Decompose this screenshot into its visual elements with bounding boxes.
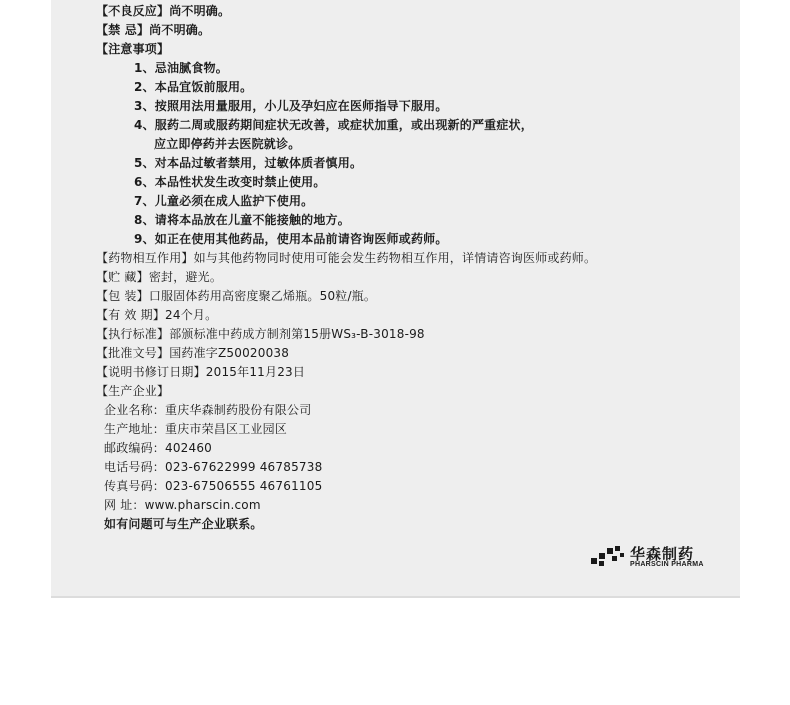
company-name-line: 企业名称：重庆华森制药股份有限公司 [104, 403, 312, 417]
precaution-item-4-continued: 应立即停药并去医院就诊。 [154, 137, 301, 151]
drug-interactions-line: 【药物相互作用】如与其他药物同时使用可能会发生药物相互作用，详情请咨询医师或药师。 [96, 251, 597, 265]
manufacturer-heading: 【生产企业】 [96, 384, 170, 398]
postal-code-line: 邮政编码：402460 [104, 441, 213, 455]
approval-number-line: 【批准文号】国药准字Z50020038 [96, 346, 290, 360]
address-line: 生产地址：重庆市荣昌区工业园区 [104, 422, 288, 436]
precautions-heading: 【注意事项】 [96, 42, 170, 56]
storage-line: 【贮 藏】密封，避光。 [96, 270, 223, 284]
pharscin-logo-icon [590, 544, 626, 568]
precaution-item-3: 3、按照用法用量服用，小儿及孕妇应在医师指导下服用。 [134, 99, 448, 113]
revision-date-line: 【说明书修订日期】2015年11月23日 [96, 365, 306, 379]
precaution-item-4: 4、服药二周或服药期间症状无改善，或症状加重，或出现新的严重症状， [134, 118, 533, 132]
precaution-item-2: 2、本品宜饭前服用。 [134, 80, 253, 94]
precaution-item-6: 6、本品性状发生改变时禁止使用。 [134, 175, 326, 189]
logo-english-name: PHARSCIN PHARMA [630, 561, 704, 568]
shelf-life-line: 【有 效 期】24个月。 [96, 308, 218, 322]
contraindications-line: 【禁 忌】尚不明确。 [96, 23, 211, 37]
precaution-item-1: 1、忌油腻食物。 [134, 61, 228, 75]
company-logo [590, 542, 725, 572]
adverse-reactions-line: 【不良反应】尚不明确。 [96, 4, 231, 18]
precaution-item-8: 8、请将本品放在儿童不能接触的地方。 [134, 213, 350, 227]
fax-line: 传真号码：023-67506555 46761105 [104, 479, 323, 493]
phone-line: 电话号码：023-67622999 46785738 [104, 460, 323, 474]
precaution-item-7: 7、儿童必须在成人监护下使用。 [134, 194, 314, 208]
website-line: 网 址：www.pharscin.com [104, 498, 261, 512]
contact-note-line: 如有问题可与生产企业联系。 [104, 517, 263, 531]
standard-line: 【执行标准】部颁标准中药成方制剂第15册WS₃-B-3018-98 [96, 327, 425, 341]
logo-chinese-name: 华森制药 [630, 545, 695, 563]
precaution-item-5: 5、对本品过敏者禁用，过敏体质者慎用。 [134, 156, 363, 170]
precaution-item-9: 9、如正在使用其他药品，使用本品前请咨询医师或药师。 [134, 232, 448, 246]
packaging-line: 【包 装】口服固体药用高密度聚乙烯瓶。50粒/瓶。 [96, 289, 377, 303]
